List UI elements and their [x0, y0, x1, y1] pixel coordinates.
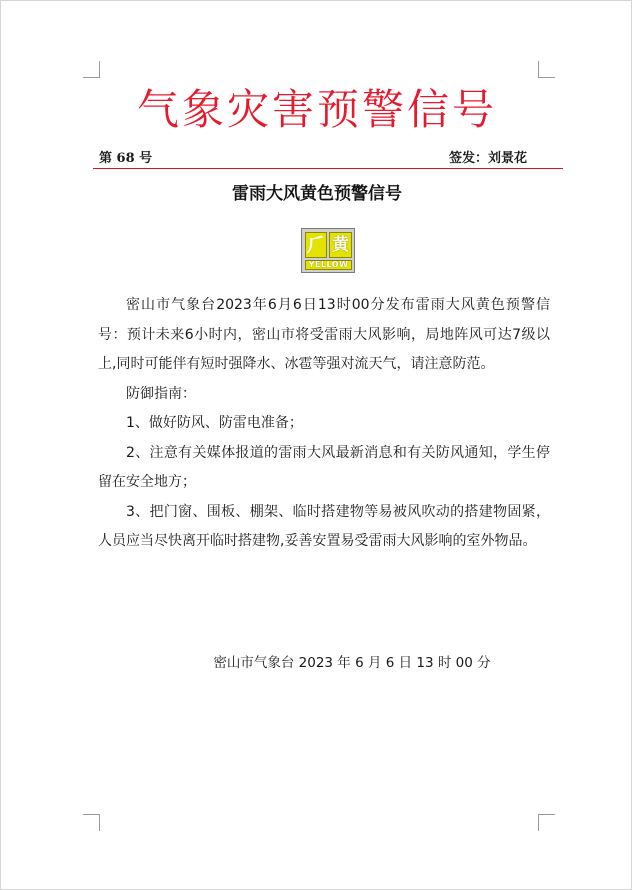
body-paragraph: 3、把门窗、围板、棚架、临时搭建物等易被风吹动的搭建物固紧，人员应当尽快离开临时搭建物,妥善安置易受雷雨大风影响的室外物品。 [98, 503, 550, 549]
yellow-warning-signal-icon [301, 228, 355, 273]
body-paragraph: 1、做好防风、防雷电准备； [126, 415, 303, 431]
margin-corner-bottom-right [538, 814, 555, 831]
body-paragraph: 密山市气象台2023年6月6日13时00分发布雷雨大风黄色预警信号：预计未来6小时内，密山市将受雷雨大风影响，局地阵风可达7级以上,同时可能伴有短时强降水、冰雹等强对流天气，请注意防范。 [98, 297, 550, 372]
issue-row [99, 149, 527, 169]
signal-band-text: YELLOW [305, 260, 352, 270]
signal-glyph-right: 黄 [329, 232, 352, 258]
body-paragraph: 2、注意有关媒体报道的雷雨大风最新消息和有关防风通知，学生停留在安全地方； [98, 444, 550, 490]
margin-corner-bottom-left [83, 814, 100, 831]
issue-number: 第 68 号 [99, 151, 153, 166]
document-body [98, 291, 550, 557]
margin-corner-top-right [538, 61, 555, 78]
document-title: 雷雨大风黄色预警信号 [232, 184, 402, 204]
signal-glyph-left: ⺁ [306, 234, 326, 256]
issuer-signature: 签发：刘景花 [448, 151, 527, 166]
issuer-date-line: 密山市气象台 2023 年 6 月 6 日 13 时 00 分 [213, 655, 491, 671]
body-paragraph: 防御指南： [126, 385, 196, 402]
masthead-title: 气象灾害预警信号 [136, 85, 497, 134]
margin-corner-top-left [83, 61, 100, 78]
red-divider-rule [93, 168, 563, 169]
